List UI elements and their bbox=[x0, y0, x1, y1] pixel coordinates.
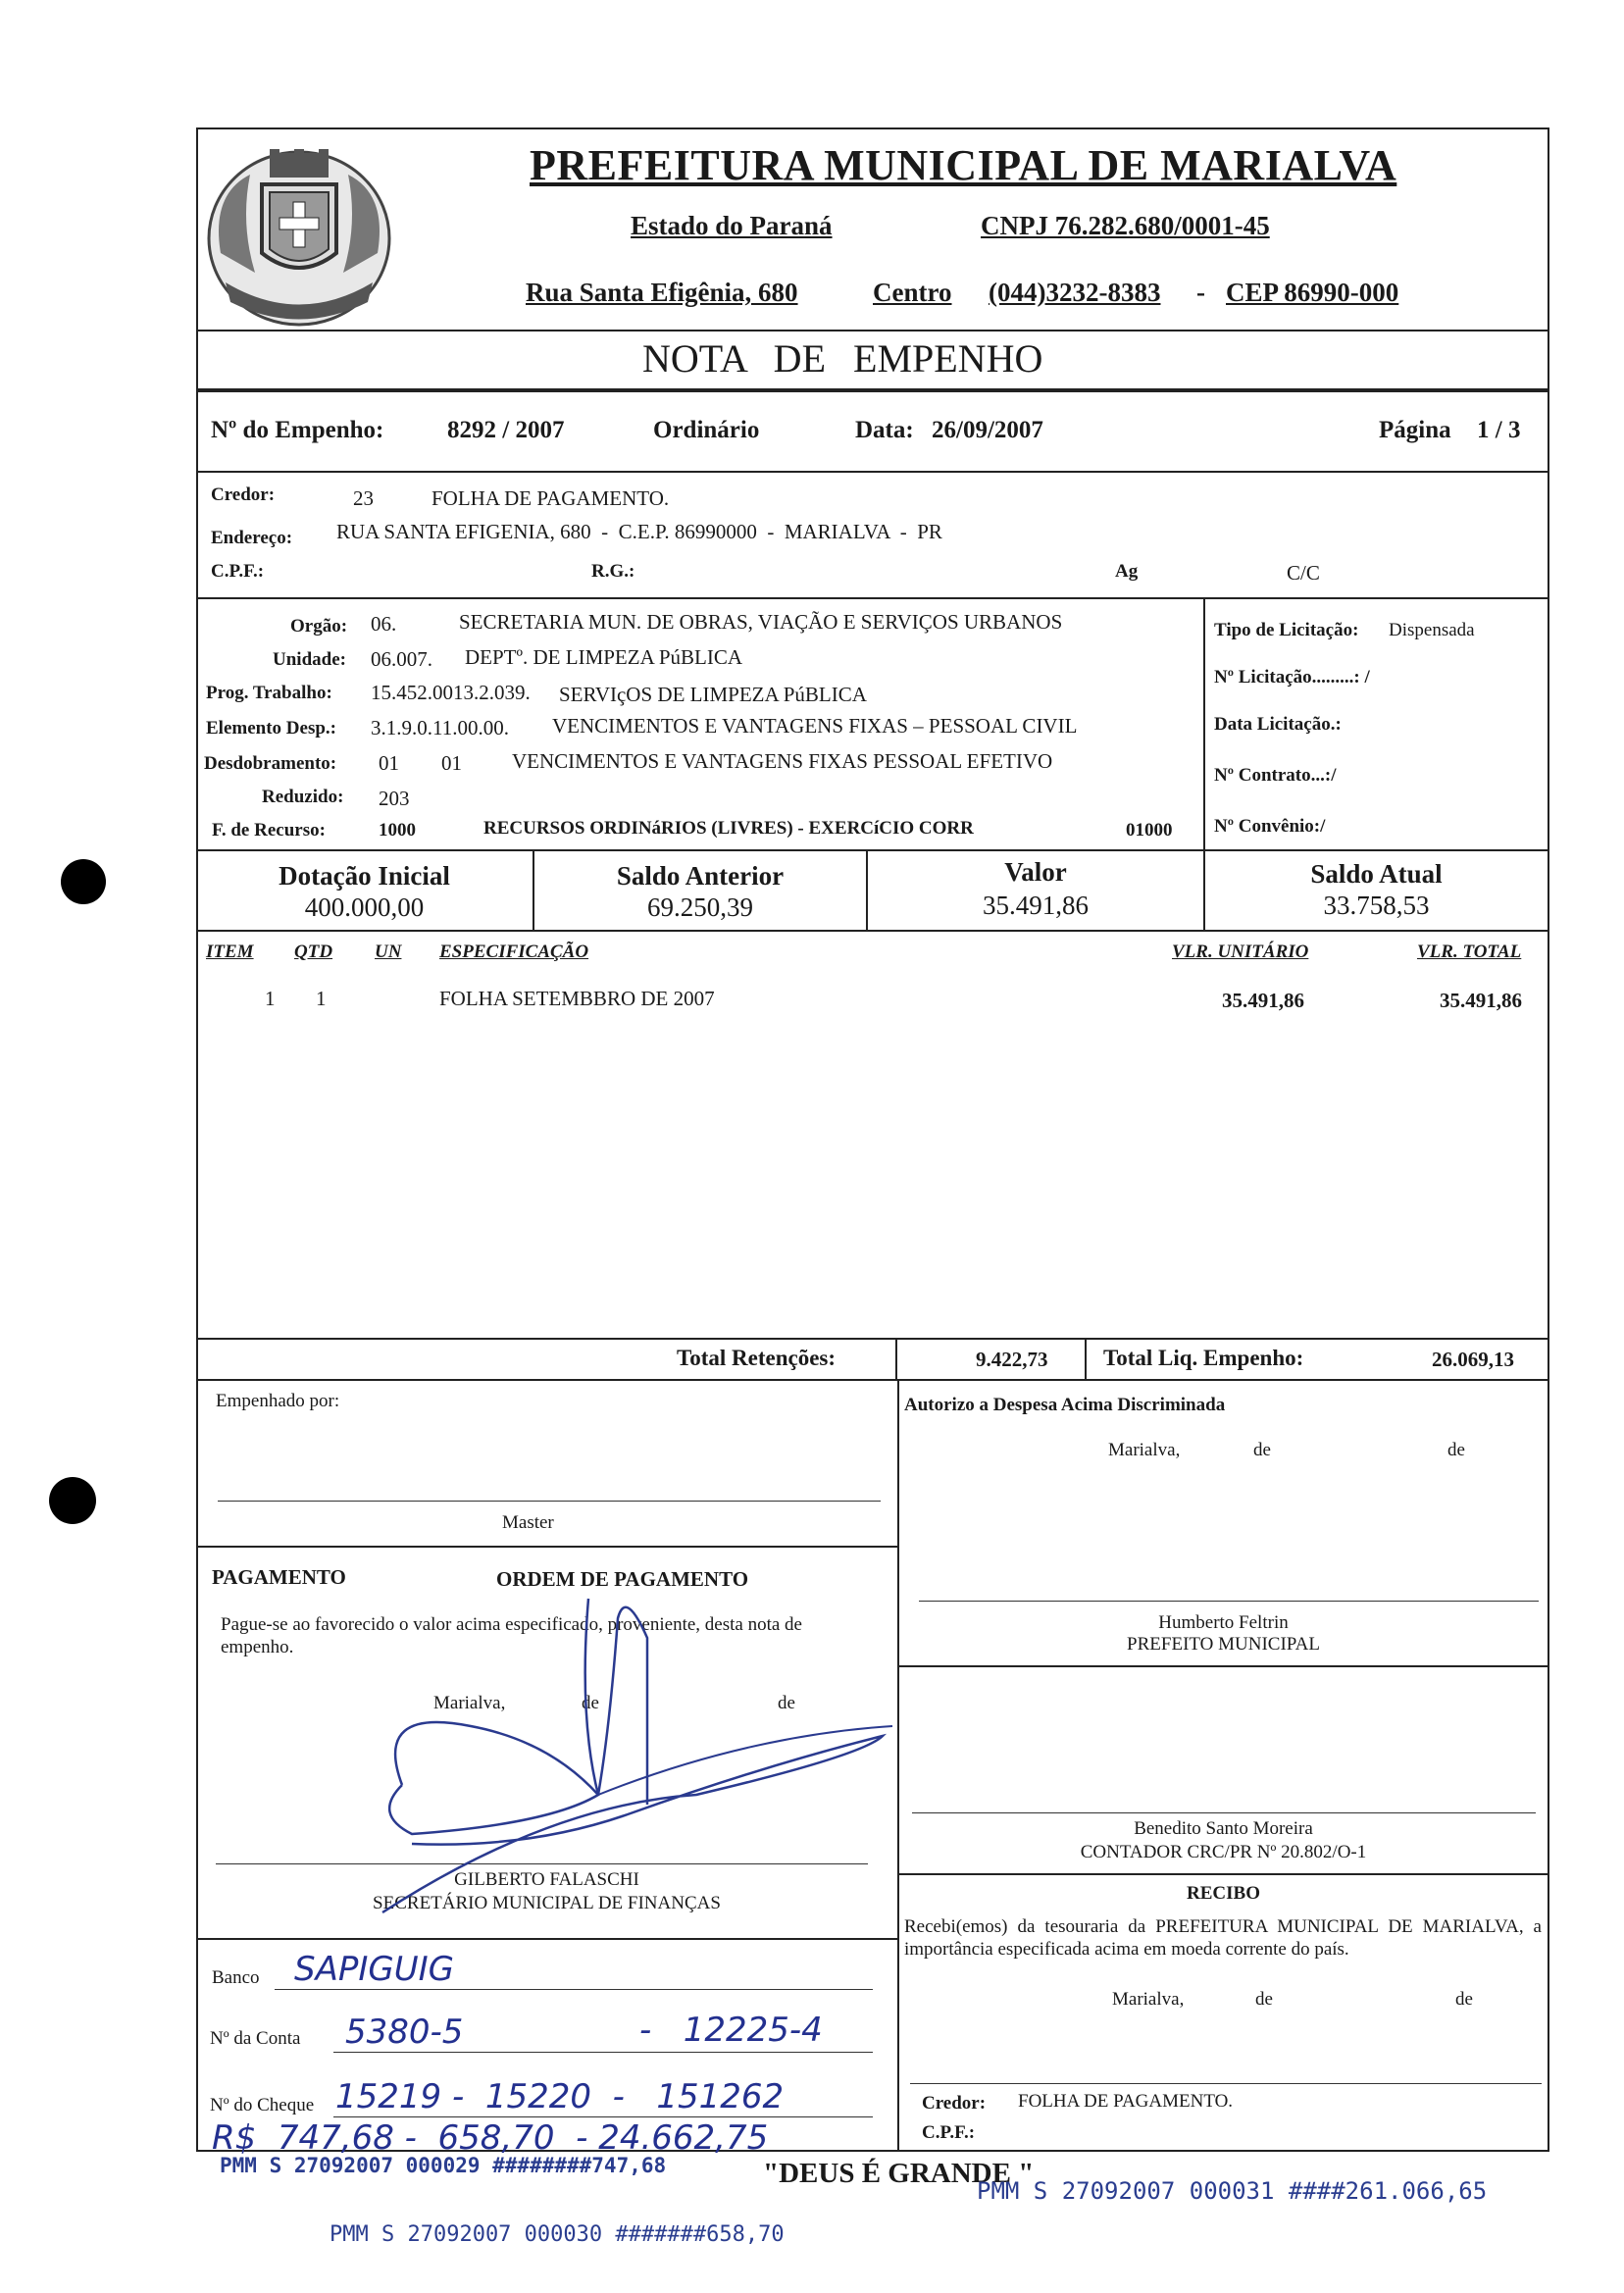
recurso-code-2: 01000 bbox=[1126, 820, 1173, 841]
divider bbox=[895, 1338, 897, 1379]
signature-line bbox=[919, 1601, 1539, 1602]
empenhado-signer: Master bbox=[502, 1512, 554, 1533]
rs-value: R$ 747,68 - 658,70 - 24.662,75 bbox=[212, 2118, 769, 2158]
header-cnpj: CNPJ 76.282.680/0001-45 bbox=[981, 211, 1270, 240]
total-retencoes-label: Total Retenções: bbox=[677, 1346, 837, 1370]
conta-value: 5380-5 bbox=[345, 2013, 464, 2052]
header-cep: CEP 86990-000 bbox=[1226, 278, 1399, 307]
pagamento-de-1: de bbox=[582, 1693, 599, 1713]
divider bbox=[196, 1546, 897, 1548]
page-number: 1 / 3 bbox=[1477, 417, 1521, 443]
empenho-number: 8292 / 2007 bbox=[447, 417, 565, 443]
desdobramento-code-1: 01 bbox=[379, 751, 399, 775]
divider bbox=[196, 330, 1548, 331]
recibo-city: Marialva, bbox=[1112, 1989, 1185, 2010]
row-espec: FOLHA SETEMBBRO DE 2007 bbox=[439, 987, 715, 1010]
field-line bbox=[333, 2052, 873, 2053]
prefeito-name: Humberto Feltrin bbox=[1158, 1612, 1289, 1633]
total-retencoes-value: 9.422,73 bbox=[976, 1348, 1048, 1371]
banco-label: Banco bbox=[212, 1967, 260, 1988]
pagamento-text: Pague-se ao favorecido o valor acima especificado, proveniente, desta nota de empenho. bbox=[221, 1614, 802, 1657]
licitacao-tipo-label: Tipo de Licitação: bbox=[1214, 620, 1359, 640]
column-header-item: ITEM bbox=[206, 942, 254, 962]
motto: "DEUS É GRANDE " bbox=[763, 2158, 1035, 2189]
recibo-text: Recebi(emos) da tesouraria da PREFEITURA MUNICIPAL DE MARIALVA, a importância especificada acima em moeda corrente do país. bbox=[904, 1916, 1542, 1960]
header-district: Centro bbox=[873, 278, 952, 307]
divider bbox=[196, 1379, 1548, 1381]
rg-label: R.G.: bbox=[591, 561, 635, 582]
reduzido-code: 203 bbox=[379, 787, 410, 810]
desdobramento-code-2: 01 bbox=[441, 751, 462, 775]
credor-address: RUA SANTA EFIGENIA, 680 - C.E.P. 86990000 - MARIALVA - PR bbox=[336, 520, 942, 543]
licitacao-data-label: Data Licitação.: bbox=[1214, 714, 1342, 735]
divider bbox=[1203, 597, 1205, 850]
divider bbox=[897, 1873, 1548, 1875]
recibo-title: RECIBO bbox=[1187, 1883, 1260, 1904]
header-address: Rua Santa Efigênia, 680 bbox=[526, 278, 798, 307]
empenho-date: 26/09/2007 bbox=[932, 417, 1043, 443]
signature-line bbox=[910, 2083, 1542, 2084]
divider bbox=[1085, 1338, 1087, 1379]
balance-label: Saldo Atual bbox=[1310, 859, 1443, 889]
prog-desc: SERVIçOS DE LIMPEZA PúBLICA bbox=[559, 683, 867, 706]
licitacao-numero-label: Nº Licitação.........: / bbox=[1214, 667, 1370, 688]
cpf-label: C.P.F.: bbox=[211, 561, 265, 582]
unidade-desc: DEPTº. DE LIMPEZA PúBLICA bbox=[465, 645, 743, 669]
pagamento-city: Marialva, bbox=[433, 1693, 506, 1713]
contador-title: CONTADOR CRC/PR Nº 20.802/O-1 bbox=[1080, 1842, 1367, 1862]
ordem-pagamento: ORDEM DE PAGAMENTO bbox=[496, 1567, 749, 1591]
balance-value: 35.491,86 bbox=[983, 891, 1089, 920]
licitacao-tipo-value: Dispensada bbox=[1389, 620, 1475, 640]
empenho-date-label: Data: bbox=[855, 417, 914, 443]
prog-code: 15.452.0013.2.039. bbox=[371, 681, 531, 704]
divider bbox=[196, 1338, 1548, 1340]
balance-value: 400.000,00 bbox=[304, 892, 425, 922]
banco-value: SAPIGUIG bbox=[294, 1950, 454, 1989]
unidade-code: 06.007. bbox=[371, 647, 432, 671]
machine-stamp: PMM S 27092007 000031 ####261.066,65 bbox=[977, 2177, 1488, 2205]
divider bbox=[196, 471, 1548, 473]
divider bbox=[196, 849, 1548, 851]
signature-line bbox=[218, 1501, 881, 1502]
recurso-label: F. de Recurso: bbox=[212, 820, 326, 841]
unidade-label: Unidade: bbox=[273, 649, 346, 670]
contrato-label: Nº Contrato...:/ bbox=[1214, 765, 1337, 786]
credor-label: Credor: bbox=[211, 484, 276, 505]
pagamento-label: PAGAMENTO bbox=[212, 1565, 346, 1589]
signature-line bbox=[912, 1812, 1536, 1813]
column-header-espec: ESPECIFICAÇÃO bbox=[439, 942, 589, 962]
punch-hole-bottom bbox=[49, 1477, 96, 1524]
desdobramento-label: Desdobramento: bbox=[204, 753, 337, 774]
reduzido-label: Reduzido: bbox=[262, 787, 344, 807]
autorizo-de-1: de bbox=[1253, 1440, 1271, 1460]
divider bbox=[196, 930, 1548, 932]
column-header-un: UN bbox=[375, 942, 402, 962]
cheque-value: 15219 - 15220 - 151262 bbox=[335, 2077, 785, 2116]
recibo-de-1: de bbox=[1255, 1989, 1273, 2010]
header-phone: (044)3232-8383 bbox=[989, 278, 1161, 307]
autorizo-city: Marialva, bbox=[1108, 1440, 1181, 1460]
prog-label: Prog. Trabalho: bbox=[206, 683, 332, 703]
column-header-qtd: QTD bbox=[294, 942, 333, 962]
credor-code: 23 bbox=[353, 486, 374, 510]
balance-label: Valor bbox=[1004, 857, 1067, 887]
empenho-type: Ordinário bbox=[653, 417, 760, 443]
row-vlr-total: 35.491,86 bbox=[1440, 989, 1522, 1012]
convenio-label: Nº Convênio:/ bbox=[1214, 816, 1326, 837]
recibo-credor-value: FOLHA DE PAGAMENTO. bbox=[1018, 2091, 1234, 2112]
secretario-name: GILBERTO FALASCHI bbox=[454, 1869, 639, 1890]
prefeito-title: PREFEITO MUNICIPAL bbox=[1127, 1634, 1320, 1655]
total-liquido-value: 26.069,13 bbox=[1432, 1348, 1514, 1371]
recurso-desc: RECURSOS ORDINáRIOS (LIVRES) - EXERCíCIO CORR bbox=[483, 818, 974, 839]
cc-label: C/C bbox=[1287, 561, 1320, 585]
divider bbox=[196, 388, 1548, 392]
header-separator: - bbox=[1196, 278, 1205, 307]
page-label: Página bbox=[1379, 417, 1451, 443]
divider bbox=[196, 597, 1548, 599]
row-qtd: 1 bbox=[316, 987, 327, 1010]
pagamento-de-2: de bbox=[778, 1693, 795, 1713]
machine-stamp: PMM S 27092007 000030 #######658,70 bbox=[330, 2222, 785, 2247]
cheque-label: Nº do Cheque bbox=[210, 2095, 315, 2115]
doc-title: NOTA DE EMPENHO bbox=[642, 336, 1043, 381]
autorizo-de-2: de bbox=[1447, 1440, 1465, 1460]
punch-hole-top bbox=[61, 859, 106, 904]
empenhado-label: Empenhado por: bbox=[216, 1391, 340, 1411]
orgao-label: Orgão: bbox=[290, 616, 348, 637]
total-liquido-label: Total Liq. Empenho: bbox=[1103, 1346, 1304, 1370]
handwritten-signature bbox=[353, 1569, 902, 1922]
autorizo-label: Autorizo a Despesa Acima Discriminada bbox=[904, 1395, 1226, 1415]
coat-of-arms-logo bbox=[201, 135, 397, 331]
contador-name: Benedito Santo Moreira bbox=[1134, 1818, 1313, 1839]
credor-name: FOLHA DE PAGAMENTO. bbox=[431, 486, 670, 510]
divider bbox=[196, 1938, 897, 1940]
recibo-cpf-label: C.P.F.: bbox=[922, 2122, 976, 2143]
balance-value: 69.250,39 bbox=[647, 892, 753, 922]
orgao-desc: SECRETARIA MUN. DE OBRAS, VIAÇÃO E SERVIÇOS URBANOS bbox=[459, 610, 1063, 634]
field-line bbox=[275, 1989, 873, 1990]
balance-label: Saldo Anterior bbox=[616, 861, 785, 891]
row-vlr-unit: 35.491,86 bbox=[1222, 989, 1304, 1012]
divider bbox=[897, 1665, 1548, 1667]
desdobramento-desc: VENCIMENTOS E VANTAGENS FIXAS PESSOAL EFETIVO bbox=[512, 749, 1053, 773]
ag-label: Ag bbox=[1115, 561, 1139, 582]
column-header-vlr-total: VLR. TOTAL bbox=[1417, 942, 1522, 962]
recurso-code: 1000 bbox=[379, 820, 416, 841]
empenho-label: Nº do Empenho: bbox=[211, 417, 384, 443]
credor-address-label: Endereço: bbox=[211, 528, 293, 548]
conta-value: - 12225-4 bbox=[639, 2011, 823, 2050]
balance-label: Dotação Inicial bbox=[279, 861, 450, 891]
recibo-de-2: de bbox=[1455, 1989, 1473, 2010]
balance-value: 33.758,53 bbox=[1323, 891, 1430, 920]
header-title: PREFEITURA MUNICIPAL DE MARIALVA bbox=[530, 141, 1397, 189]
elemento-label: Elemento Desp.: bbox=[206, 718, 336, 739]
elemento-code: 3.1.9.0.11.00.00. bbox=[371, 716, 509, 739]
conta-label: Nº da Conta bbox=[210, 2028, 301, 2049]
column-header-vlr-unit: VLR. UNITÁRIO bbox=[1172, 942, 1309, 962]
row-item: 1 bbox=[265, 987, 276, 1010]
recibo-credor-label: Credor: bbox=[922, 2093, 987, 2114]
secretario-title: SECRETÁRIO MUNICIPAL DE FINANÇAS bbox=[373, 1893, 721, 1913]
elemento-desc: VENCIMENTOS E VANTAGENS FIXAS – PESSOAL CIVIL bbox=[552, 714, 1078, 738]
field-line bbox=[333, 2116, 873, 2117]
orgao-code: 06. bbox=[371, 612, 397, 636]
header-state: Estado do Paraná bbox=[631, 211, 833, 240]
machine-stamp: PMM S 27092007 000029 ########747,68 bbox=[220, 2154, 667, 2177]
